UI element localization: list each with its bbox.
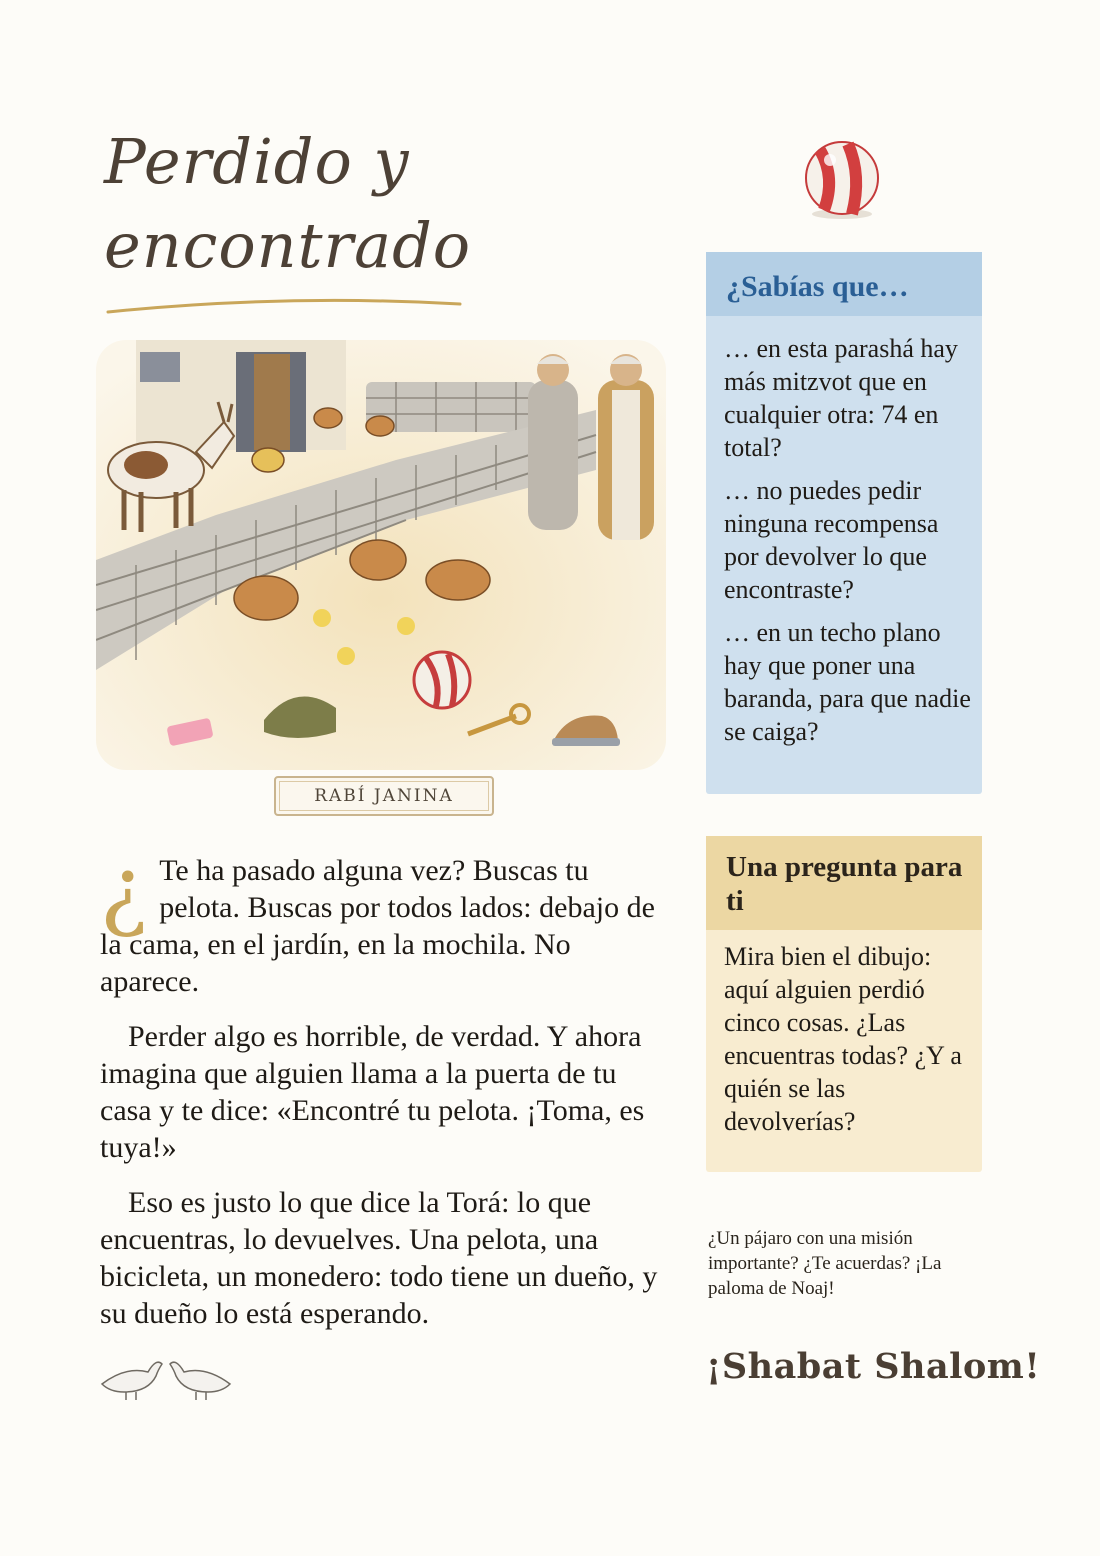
question-title: Una pregunta para ti <box>726 851 963 917</box>
main-article <box>100 838 660 1350</box>
page-title <box>104 120 524 288</box>
farmyard-illustration <box>96 340 666 770</box>
illustration-caption: RABÍ JANINA <box>274 776 494 816</box>
paragraph-1-text: Te ha pasado alguna vez? Buscas tu pelota. Buscas por todos lados: debajo de la cama, en el jardín, en la mochila. No aparece. <box>100 854 655 998</box>
dove-note: ¿Un pájaro con una misión importante? ¿Te acuerdas? ¡La paloma de Noaj! <box>708 1228 942 1299</box>
paragraph-1 <box>100 838 660 1000</box>
paragraph-2: Perder algo es horrible, de verdad. Y ahora imagina que alguien llama a la puerta de tu casa y te dice: «Encontré tu pelota. ¡Toma, es tuya!» <box>100 1020 645 1164</box>
did-you-know-item: … no puedes pedir ninguna recompensa por devolver lo que encontraste? <box>724 476 939 604</box>
question-body: Mira bien el dibujo: aquí alguien perdió cinco cosas. ¿Las encuentras todas? ¿Y a quién se las devolverías? <box>724 942 962 1136</box>
did-you-know-item: … en un techo plano hay que poner una baranda, para que nadie se caiga? <box>724 618 971 746</box>
paragraph-3: Eso es justo lo que dice la Torá: lo que encuentras, lo devuelves. Una pelota, una bicicleta, un monedero: todo tiene un dueño, y su dueño lo está esperando. <box>100 1186 658 1330</box>
building <box>136 340 346 452</box>
did-you-know-title: ¿Sabías que… <box>726 270 909 303</box>
title-line-2: encontrado <box>104 209 472 282</box>
title-line-1: Perdido y <box>104 125 410 198</box>
beach-ball-icon <box>802 140 882 220</box>
closing-greeting: ¡Shabat Shalom! <box>706 1346 1041 1387</box>
doves-icon <box>96 1344 236 1404</box>
title-underline <box>104 290 464 320</box>
did-you-know-item: … en esta parashá hay más mitzvot que en cualquier otra: 74 en total? <box>724 334 958 462</box>
drop-cap: ¿ <box>100 838 148 941</box>
